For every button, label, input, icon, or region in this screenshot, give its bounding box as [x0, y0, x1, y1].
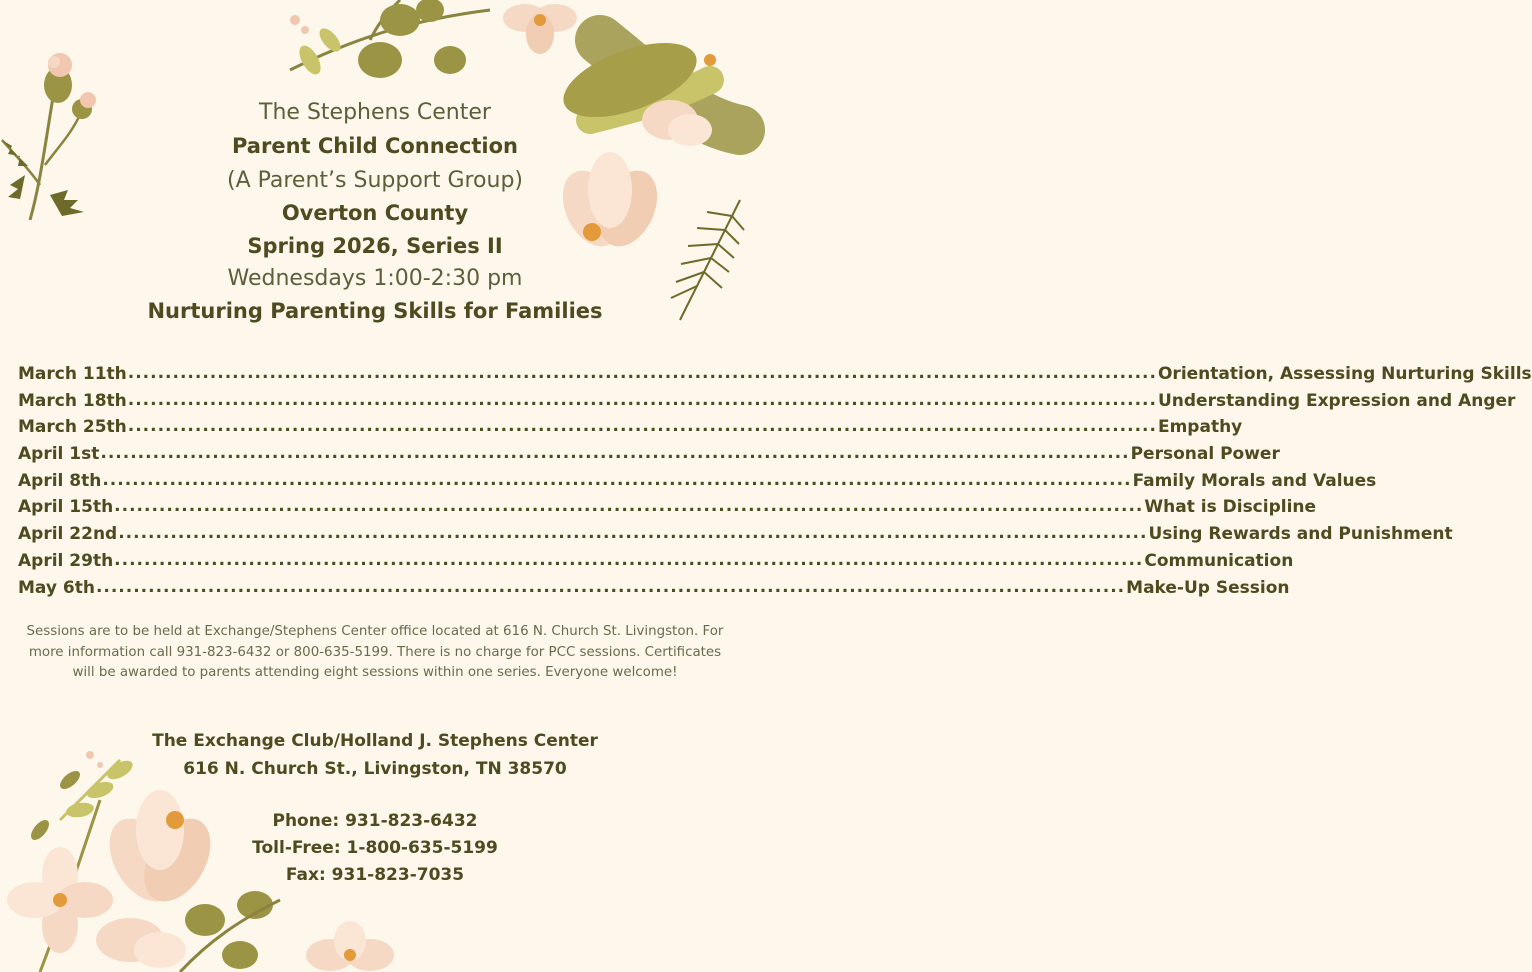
session-date: March 11th — [18, 364, 127, 384]
session-topic: Communication — [1144, 550, 1294, 571]
session-date: April 1st — [18, 444, 100, 465]
session-topic: What is Discipline — [1144, 497, 1317, 518]
schedule-row — [18, 576, 1290, 605]
contact-fax: Fax: 931-823-7035 — [285, 865, 465, 885]
session-date: March 25th — [18, 417, 127, 438]
leader-dots: .......................................................................................................................................... — [118, 523, 1148, 544]
leader-dots: .......................................................................................................................................... — [127, 363, 1157, 383]
schedule-row — [18, 443, 1280, 471]
session-topic: Using Rewards and Punishment — [1148, 524, 1453, 545]
session-topic: Empathy — [1157, 417, 1243, 438]
program-title: Parent Child Connection — [231, 134, 519, 158]
session-date: April 15th — [18, 497, 114, 518]
schedule-row — [18, 496, 1317, 524]
session-date: April 8th — [18, 470, 102, 491]
session-date: March 18th — [18, 390, 127, 411]
org-name: The Stephens Center — [259, 100, 491, 125]
contact-address: 616 N. Church St., Livingston, TN 38570 — [183, 759, 567, 779]
contact-phone: Phone: 931-823-6432 — [272, 811, 478, 831]
session-date: April 29th — [18, 550, 114, 571]
session-date: April 22nd — [18, 524, 118, 545]
leader-dots: .......................................................................................................................................... — [127, 389, 1157, 410]
leader-dots: .......................................................................................................................................... — [114, 549, 1144, 570]
county-heading: Overton County — [281, 201, 469, 225]
schedule-row — [18, 416, 1243, 444]
curriculum-heading: Nurturing Parenting Skills for Families — [147, 299, 603, 323]
series-heading: Spring 2026, Series II — [247, 234, 503, 258]
session-topic: Make-Up Session — [1126, 577, 1290, 598]
session-date: May 6th — [18, 577, 95, 598]
schedule-row — [18, 469, 1377, 498]
session-schedule — [18, 363, 1532, 604]
leader-dots: .......................................................................................................................................... — [114, 496, 1144, 517]
leader-dots: .......................................................................................................................................... — [127, 416, 1157, 437]
contact-toll-free: Toll-Free: 1-800-635-5199 — [252, 838, 498, 858]
leader-dots: .......................................................................................................................................... — [95, 576, 1126, 597]
meeting-time: Wednesdays 1:00-2:30 pm — [227, 266, 523, 291]
leader-dots: .......................................................................................................................................... — [102, 469, 1132, 490]
schedule-row — [18, 549, 1294, 578]
schedule-row — [18, 389, 1516, 418]
program-subtitle: (A Parent’s Support Group) — [226, 168, 524, 193]
session-notice: Sessions are to be held at Exchange/Stephens Center office located at 616 N. Church St. Livingston. For more information call 931-823-6432 or 800-635-5199. There is no charge for PCC sessions. Certificates will be awarded to parents attending eight sessions within one series. Everyone welcome! — [26, 624, 724, 680]
contact-org: The Exchange Club/Holland J. Stephens Center — [152, 731, 598, 751]
leader-dots: .......................................................................................................................................... — [100, 443, 1130, 464]
session-topic: Family Morals and Values — [1132, 470, 1377, 491]
schedule-row — [18, 363, 1532, 391]
session-topic: Understanding Expression and Anger — [1157, 390, 1516, 411]
schedule-row — [18, 523, 1453, 551]
session-topic: Orientation, Assessing Nurturing Skills — [1157, 364, 1532, 384]
session-topic: Personal Power — [1130, 444, 1280, 465]
